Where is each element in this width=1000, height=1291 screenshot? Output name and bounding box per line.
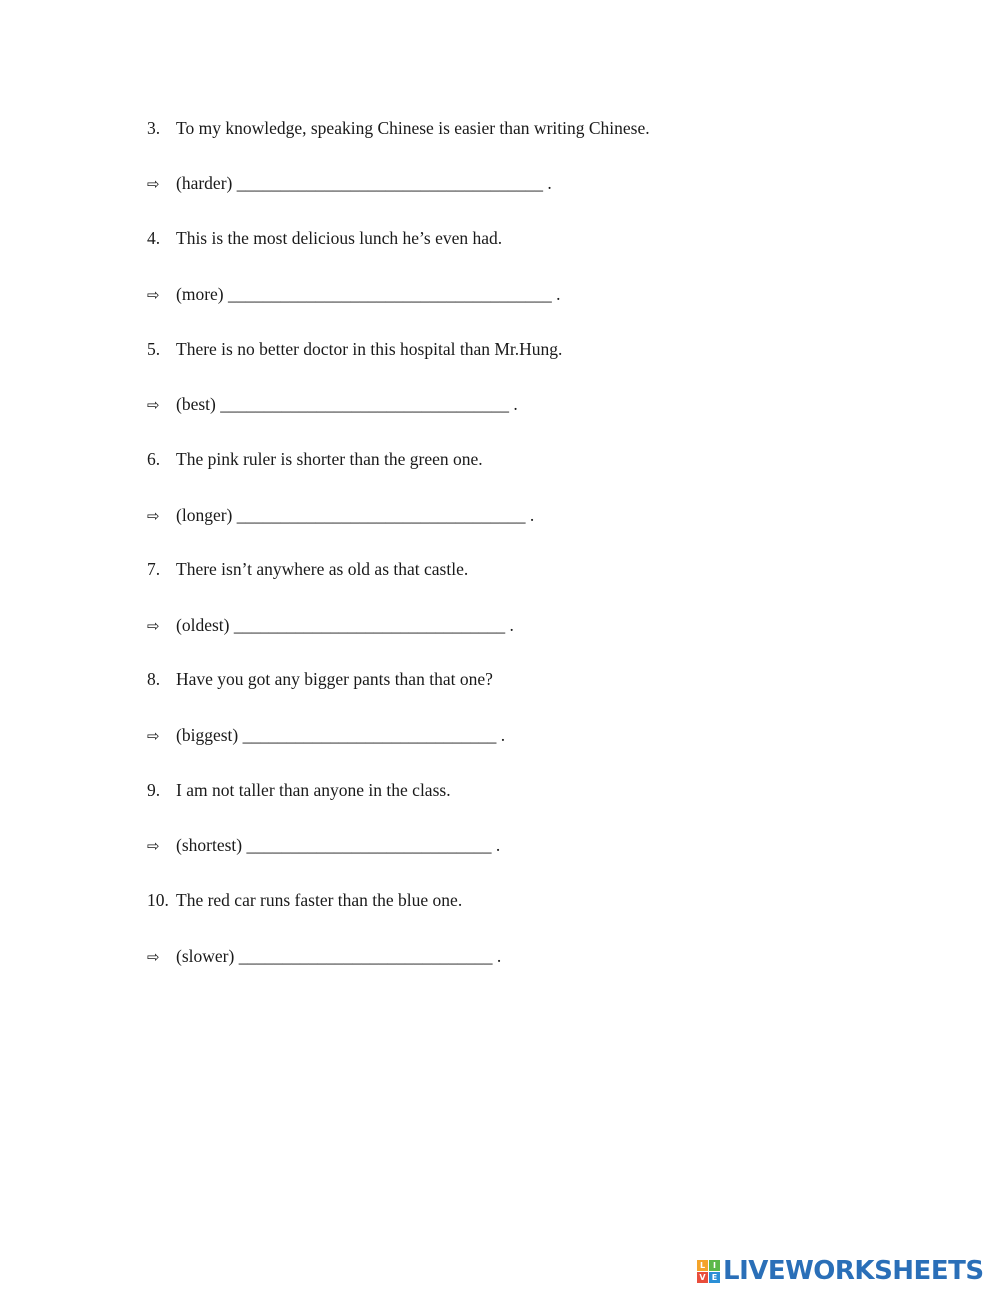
logo-blocks-icon <box>697 1260 720 1283</box>
question-number: 3. <box>147 118 161 138</box>
question-line <box>147 558 468 580</box>
question-line <box>147 889 462 911</box>
question-sentence: To my knowledge, speaking Chinese is easier than writing Chinese. <box>176 118 650 138</box>
question-number: 8. <box>147 669 161 689</box>
answer-blank[interactable]: _____________________________________ <box>228 284 552 304</box>
question-sentence: I am not taller than anyone in the class. <box>176 780 451 800</box>
answer-cue: (oldest) <box>176 615 230 635</box>
answer-cue: (more) <box>176 284 224 304</box>
arrow-icon: ⇨ <box>147 507 160 525</box>
answer-line <box>147 504 534 527</box>
question-sentence: Have you got any bigger pants than that one? <box>176 669 493 689</box>
answer-cue: (shortest) <box>176 835 243 855</box>
answer-end: . <box>509 615 514 635</box>
answer-blank[interactable]: _______________________________ <box>233 615 506 635</box>
arrow-icon: ⇨ <box>147 948 160 966</box>
question-line <box>147 338 562 360</box>
question-number: 9. <box>147 780 161 800</box>
answer-line <box>147 724 505 747</box>
answer-end: . <box>513 394 518 414</box>
question-sentence: There isn’t anywhere as old as that castle. <box>176 559 469 579</box>
liveworksheets-logo[interactable] <box>697 1256 984 1286</box>
question-number: 6. <box>147 449 161 469</box>
question-line <box>147 117 650 139</box>
answer-line <box>147 614 514 637</box>
answer-blank[interactable]: ____________________________ <box>246 835 492 855</box>
answer-cue: (biggest) <box>176 725 239 745</box>
answer-line <box>147 393 518 416</box>
answer-cue: (slower) <box>176 946 235 966</box>
question-number: 7. <box>147 559 161 579</box>
question-line <box>147 448 483 470</box>
arrow-icon: ⇨ <box>147 837 160 855</box>
logo-block: E <box>709 1272 720 1283</box>
answer-blank[interactable]: _____________________________ <box>242 725 497 745</box>
logo-block: L <box>697 1260 708 1271</box>
question-sentence: The pink ruler is shorter than the green one. <box>176 449 483 469</box>
answer-end: . <box>495 835 501 855</box>
answer-end: . <box>529 505 535 525</box>
answer-blank[interactable]: ___________________________________ <box>236 173 543 193</box>
question-number: 4. <box>147 228 161 248</box>
arrow-icon: ⇨ <box>147 286 160 304</box>
question-sentence: This is the most delicious lunch he’s even had. <box>176 228 503 248</box>
logo-block: V <box>697 1272 708 1283</box>
answer-blank[interactable]: _________________________________ <box>220 394 509 414</box>
question-number: 5. <box>147 339 161 359</box>
question-sentence: The red car runs faster than the blue one. <box>176 890 463 910</box>
logo-text: LIVEWORKSHEETS <box>723 1256 984 1286</box>
question-sentence: There is no better doctor in this hospital than Mr.Hung. <box>176 339 563 359</box>
question-line <box>147 227 502 249</box>
answer-cue: (best) <box>176 394 216 414</box>
answer-end: . <box>496 946 502 966</box>
arrow-icon: ⇨ <box>147 727 160 745</box>
arrow-icon: ⇨ <box>147 396 160 414</box>
question-line <box>147 668 493 690</box>
arrow-icon: ⇨ <box>147 617 160 635</box>
question-number: 10. <box>147 890 169 910</box>
answer-cue: (longer) <box>176 505 233 525</box>
answer-line <box>147 172 552 195</box>
logo-block: I <box>709 1260 720 1271</box>
answer-end: . <box>556 284 561 304</box>
answer-end: . <box>500 725 506 745</box>
arrow-icon: ⇨ <box>147 175 160 193</box>
answer-line <box>147 283 561 306</box>
answer-blank[interactable]: _____________________________ <box>238 946 493 966</box>
answer-line <box>147 834 500 857</box>
answer-cue: (harder) <box>176 173 233 193</box>
answer-line <box>147 945 501 968</box>
answer-end: . <box>547 173 552 193</box>
question-line <box>147 779 451 801</box>
answer-blank[interactable]: _________________________________ <box>236 505 526 525</box>
